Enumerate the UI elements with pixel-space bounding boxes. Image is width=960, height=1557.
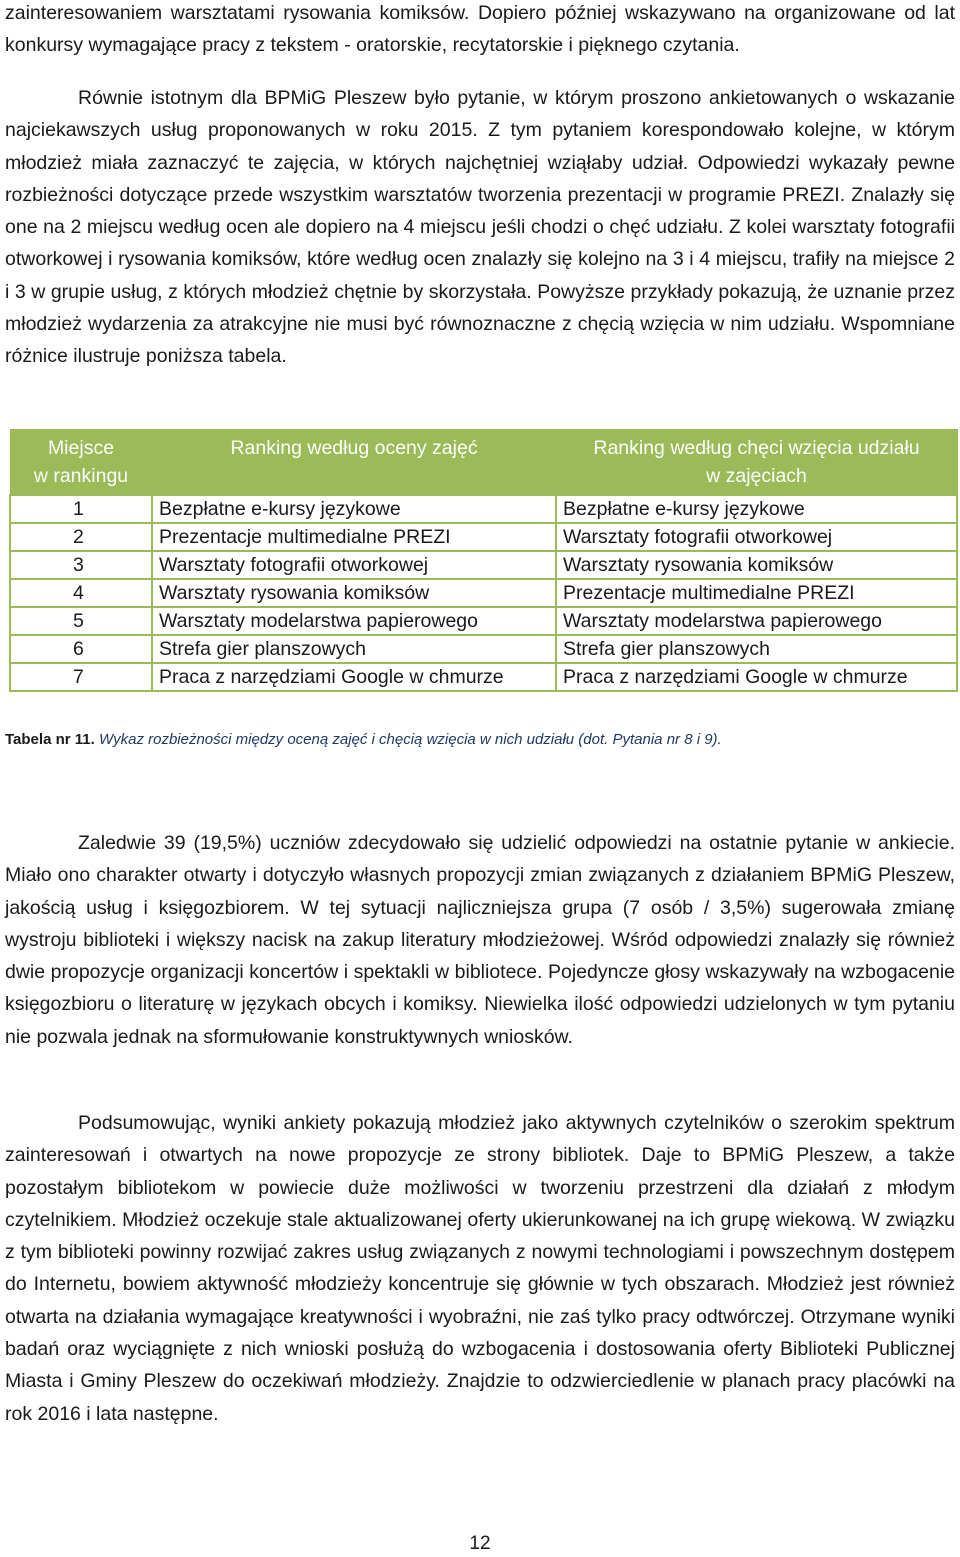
table-row — [10, 635, 957, 663]
paragraph-open-question: Zaledwie 39 (19,5%) uczniów zdecydowało się udzielić odpowiedzi na ostatnie pytanie w ankiecie. Miało ono charakter otwarty i dotyczyło własnych propozycji zmian związanych z działaniem BPMiG Pleszew, jakością usług i księgozbiorem. W tej sytuacji najliczniejsza grupa (7 osób / 3,5%) sugerowała zmianę wystroju biblioteki i większy nacisk na zakup literatury młodzieżowej. Wśród odpowiedzi znalazły się również dwie propozycje organizacji koncertów i spektakli w bibliotece. Pojedyncze głosy wskazywały na wzbogacenie księgozbioru o literaturę w językach obcych i komiksy. Niewielka ilość odpowiedzi udzielonych w tym pytaniu nie pozwala jednak na sformułowanie konstruktywnych wniosków. — [5, 832, 955, 1048]
ranking-table-container — [9, 429, 956, 692]
cell-place: 3 — [10, 551, 152, 579]
paragraph-services-question: Równie istotnym dla BPMiG Pleszew było pytanie, w którym proszono ankietowanych o wskazanie najciekawszych usług proponowanych w roku 2015. Z tym pytaniem korespondowało kolejne, w którym młodzież miała zaznaczyć te zajęcia, w których najchętniej wziąłaby udział. Odpowiedzi wykazały pewne rozbieżności dotyczące przede wszystkim warsztatów tworzenia prezentacji w programie PREZI. Znalazły się one na 2 miejscu według ocen ale dopiero na 4 miejscu jeśli chodzi o chęć udziału. Z kolei warsztaty fotografii otworkowej i rysowania komiksów, które według ocen znalazły się kolejno na 3 i 4 miejscu, trafiły na miejsce 2 i 3 w grupie usług, z których młodzież chętnie by skorzystała. Powyższe przykłady pokazują, że uznanie przez młodzież wydarzenia za atrakcyjne nie musi być równoznaczne z chęcią wzięcia w nim udziału. Wspomniane różnice ilustruje poniższa tabela. — [5, 87, 955, 368]
cell-place: 4 — [10, 579, 152, 607]
cell-desire: Warsztaty fotografii otworkowej — [556, 523, 957, 551]
cell-desire: Warsztaty rysowania komiksów — [556, 551, 957, 579]
page-number: 12 — [469, 1533, 491, 1554]
header-place — [10, 430, 152, 496]
table-row — [10, 663, 957, 691]
caption-text: Wykaz rozbieżności między oceną zajęć i chęcią wzięcia w nich udziału (dot. Pytania nr 8 i 9). — [98, 731, 722, 748]
table-row — [10, 607, 957, 635]
paragraph-summary: Podsumowując, wyniki ankiety pokazują młodzież jako aktywnych czytelników o szerokim spektrum zainteresowań i otwartych na nowe propozycje ze strony bibliotek. Daje to BPMiG Pleszew, a także pozostałym bibliotekom w powiecie duże możliwości w tworzeniu przestrzeni dla działań z młodym czytelnikiem. Młodzież oczekuje stale aktualizowanej oferty ukierunkowanej na ich grupę wiekową. W związku z tym biblioteki powinny rozwijać zakres usług związanych z nowymi technologiami i powszechnym dostępem do Internetu, bowiem aktywność młodzieży koncentruje się głównie w tych obszarach. Młodzież jest również otwarta na działania wymagające kreatywności i wyobraźni, nie zaś tylko pracy odtwórczej. Otrzymane wyniki badań oraz wyciągnięte z nich wnioski posłużą do wzbogacenia i dostosowania oferty Biblioteki Publicznej Miasta i Gminy Pleszew do oczekiwań młodzieży. Znajdzie to odzwierciedlenie w planach pracy placówki na rok 2016 i lata następne. — [5, 1112, 955, 1425]
cell-place: 7 — [10, 663, 152, 691]
cell-place: 2 — [10, 523, 152, 551]
header-place-line2: w rankingu — [33, 465, 129, 487]
table-row — [10, 551, 957, 579]
caption-label: Tabela nr 11. — [5, 731, 95, 748]
cell-rating: Warsztaty fotografii otworkowej — [152, 551, 556, 579]
header-rating — [152, 430, 556, 496]
table-row — [10, 523, 957, 551]
cell-desire: Warsztaty modelarstwa papierowego — [556, 607, 957, 635]
table-row — [10, 579, 957, 607]
cell-desire: Praca z narzędziami Google w chmurze — [556, 663, 957, 691]
paragraph-intro-continuation: zainteresowaniem warsztatami rysowania komiksów. Dopiero później wskazywano na organizowane od lat konkursy wymagające pracy z tekstem - oratorskie, recytatorskie i pięknego czytania. — [5, 2, 955, 57]
header-desire-line2: w zajęciach — [706, 465, 807, 487]
cell-rating: Warsztaty modelarstwa papierowego — [152, 607, 556, 635]
cell-rating: Praca z narzędziami Google w chmurze — [152, 663, 556, 691]
cell-place: 1 — [10, 495, 152, 523]
table-caption — [5, 729, 722, 751]
cell-rating: Strefa gier planszowych — [152, 635, 556, 663]
cell-rating: Warsztaty rysowania komiksów — [152, 579, 556, 607]
cell-place: 6 — [10, 635, 152, 663]
table-header-row — [10, 430, 957, 496]
cell-desire: Strefa gier planszowych — [556, 635, 957, 663]
ranking-table — [9, 429, 958, 692]
cell-desire: Prezentacje multimedialne PREZI — [556, 579, 957, 607]
header-desire-line1: Ranking według chęci wzięcia udziału — [593, 437, 920, 459]
table-row — [10, 495, 957, 523]
header-desire — [556, 430, 957, 496]
cell-rating: Bezpłatne e-kursy językowe — [152, 495, 556, 523]
cell-desire: Bezpłatne e-kursy językowe — [556, 495, 957, 523]
header-place-line1: Miejsce — [47, 437, 115, 459]
cell-rating: Prezentacje multimedialne PREZI — [152, 523, 556, 551]
cell-place: 5 — [10, 607, 152, 635]
header-rating-label: Ranking według oceny zajęć — [230, 437, 478, 459]
